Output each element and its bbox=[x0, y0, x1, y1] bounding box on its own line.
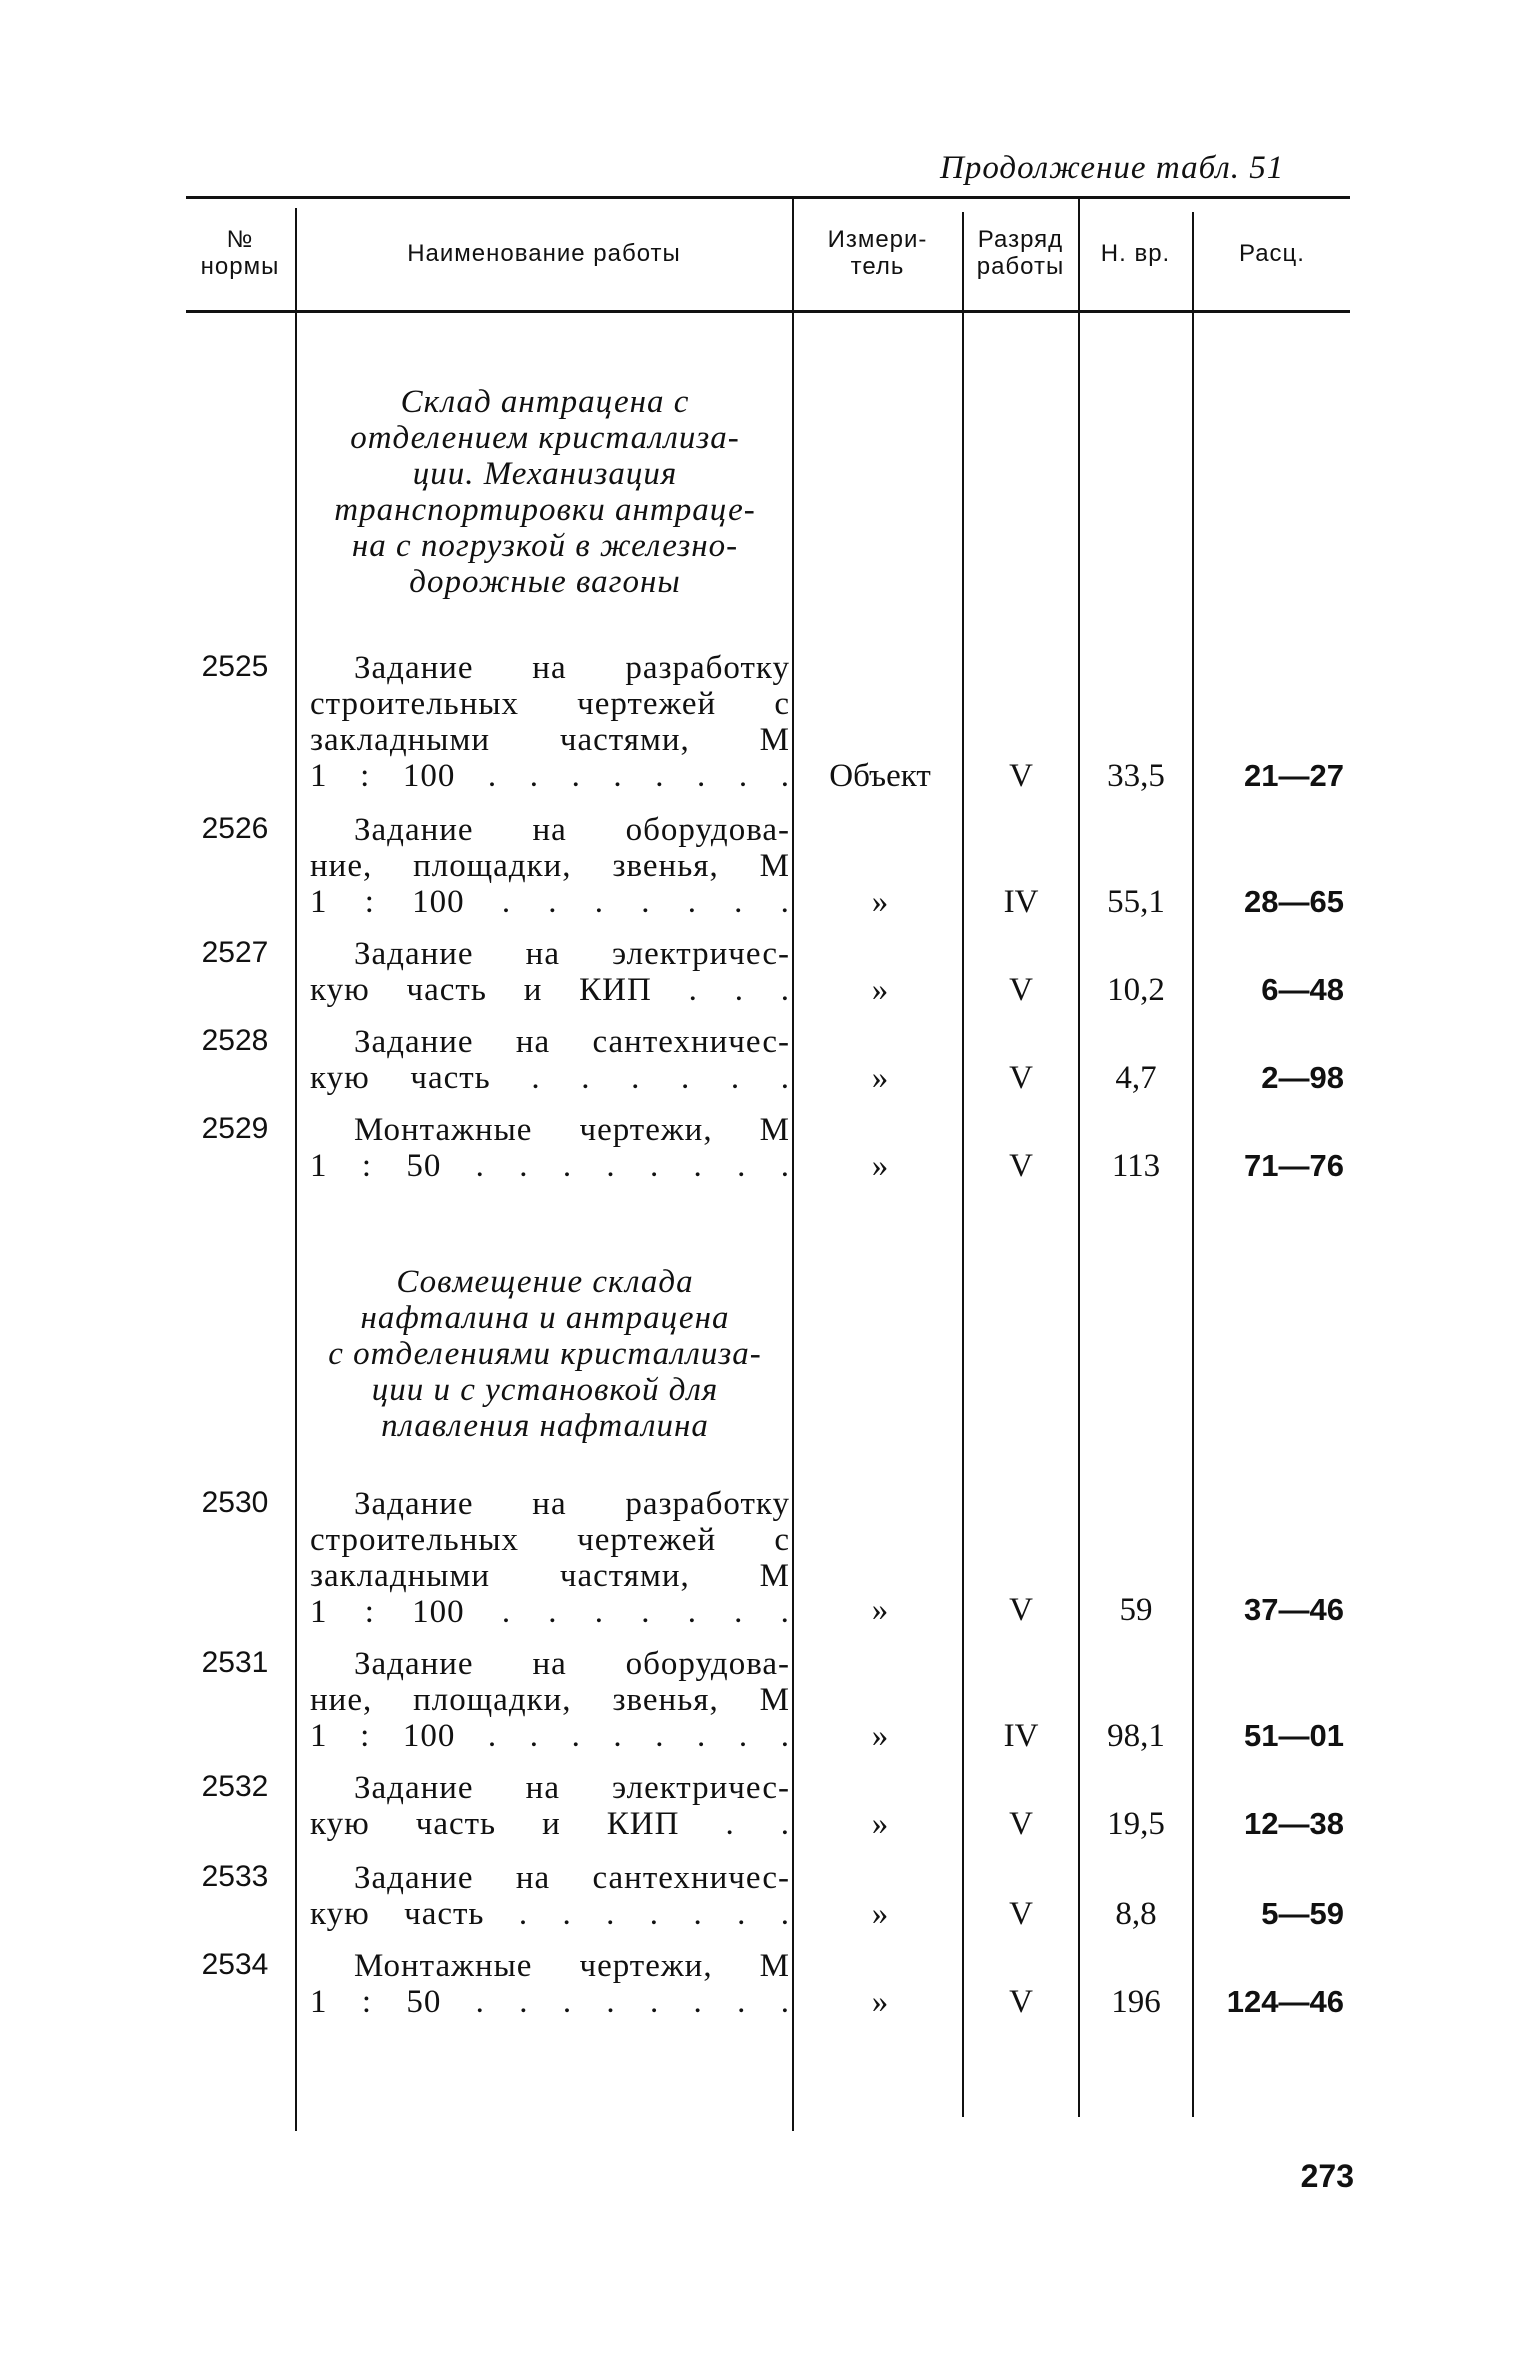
word: ние, bbox=[310, 1682, 373, 1718]
word: М bbox=[759, 722, 790, 758]
word: 100 bbox=[402, 1718, 456, 1754]
table-caption: Продолжение табл. 51 bbox=[940, 150, 1285, 186]
word: площадки, bbox=[413, 848, 572, 884]
work-name-line bbox=[310, 1806, 790, 1842]
work-name-line bbox=[310, 812, 790, 848]
grade-cell: IV bbox=[1003, 1718, 1039, 1754]
unit-cell: Объект bbox=[829, 758, 931, 794]
work-name-line bbox=[310, 1860, 790, 1896]
word: . bbox=[730, 1060, 741, 1096]
word: сантехничес- bbox=[592, 1024, 790, 1060]
section-title-line: ции. Механизация bbox=[412, 456, 678, 492]
unit-cell: » bbox=[871, 1060, 889, 1096]
work-name-text bbox=[310, 1718, 790, 1754]
word: . bbox=[780, 1148, 790, 1184]
section-title-line: ции и с установкой для bbox=[371, 1372, 719, 1408]
word: и bbox=[523, 972, 543, 1008]
hours-cell: 8,8 bbox=[1115, 1896, 1157, 1932]
work-name bbox=[310, 650, 790, 794]
word: оборудова- bbox=[625, 1646, 790, 1682]
section-title bbox=[300, 1264, 790, 1444]
rate-cell: 21—27 bbox=[1244, 758, 1344, 793]
word: : bbox=[361, 1148, 372, 1184]
word: . bbox=[737, 1984, 747, 2020]
work-name bbox=[310, 812, 790, 920]
work-name bbox=[310, 1024, 790, 1096]
grade-cell: V bbox=[1009, 1896, 1033, 1932]
word: . bbox=[519, 1984, 529, 2020]
word: . bbox=[475, 1148, 485, 1184]
work-name-line bbox=[310, 1024, 790, 1060]
column-divider bbox=[1192, 212, 1194, 2117]
norm-number: 2534 bbox=[201, 1948, 269, 1981]
word: . bbox=[655, 758, 665, 794]
word: 50 bbox=[406, 1148, 442, 1184]
section-title-line: дорожные вагоны bbox=[409, 564, 681, 600]
norm-number: 2532 bbox=[201, 1770, 269, 1803]
word: кую bbox=[310, 1896, 370, 1932]
word: . bbox=[562, 1148, 573, 1184]
work-name-line bbox=[310, 758, 790, 794]
word: разработку bbox=[625, 650, 790, 686]
work-name-text bbox=[310, 1558, 790, 1594]
word: . bbox=[780, 1984, 790, 2020]
word: на bbox=[532, 812, 567, 848]
word: 1 bbox=[310, 758, 328, 794]
word: . bbox=[780, 972, 790, 1008]
word: 100 bbox=[402, 758, 456, 794]
word: . bbox=[780, 1594, 790, 1630]
word: М bbox=[759, 1112, 790, 1148]
word: . bbox=[687, 1594, 697, 1630]
work-name-line bbox=[310, 884, 790, 920]
hours-cell: 4,7 bbox=[1115, 1060, 1157, 1096]
word: . bbox=[519, 1148, 529, 1184]
section-title-line: с отделениями кристаллиза- bbox=[328, 1336, 762, 1372]
hours-cell: 196 bbox=[1111, 1984, 1161, 2020]
word: 1 bbox=[310, 1148, 328, 1184]
work-name bbox=[310, 1112, 790, 1184]
header-grade: Разряд работы bbox=[976, 226, 1065, 280]
word: . bbox=[738, 1718, 749, 1754]
word: чертежи, bbox=[579, 1948, 713, 1984]
word: . bbox=[562, 1896, 572, 1932]
word: . bbox=[693, 1148, 703, 1184]
norm-number: 2528 bbox=[201, 1024, 269, 1057]
word: часть bbox=[410, 1060, 491, 1096]
work-name-text bbox=[310, 1682, 790, 1718]
word: кую bbox=[310, 1806, 370, 1842]
section-title-line: плавления нафталина bbox=[381, 1408, 709, 1444]
work-name-text bbox=[310, 1148, 790, 1184]
word: . bbox=[487, 758, 498, 794]
word: 1 bbox=[310, 884, 328, 920]
word: . bbox=[613, 1718, 623, 1754]
work-name-line bbox=[310, 936, 790, 972]
word: с bbox=[774, 686, 790, 722]
word: . bbox=[571, 1718, 581, 1754]
unit-cell: » bbox=[871, 1806, 889, 1842]
hours-cell: 113 bbox=[1111, 1148, 1161, 1184]
work-name-text bbox=[354, 936, 790, 972]
word: . bbox=[613, 758, 623, 794]
header-work-name: Наименование работы bbox=[407, 239, 681, 267]
work-name-line bbox=[310, 1148, 790, 1184]
work-name-text bbox=[310, 1806, 790, 1842]
work-name-line bbox=[310, 1486, 790, 1522]
work-name-text bbox=[310, 1594, 790, 1630]
word: . bbox=[734, 972, 744, 1008]
word: : bbox=[361, 1984, 372, 2020]
word: . bbox=[475, 1984, 485, 2020]
word: : bbox=[364, 1594, 375, 1630]
word: . bbox=[725, 1806, 735, 1842]
norm-number: 2529 bbox=[201, 1112, 269, 1145]
column-divider bbox=[295, 208, 297, 2131]
word: Монтажные bbox=[354, 1948, 533, 1984]
work-name bbox=[310, 1486, 790, 1630]
word: оборудова- bbox=[625, 812, 790, 848]
header-bottom-rule bbox=[186, 310, 1350, 313]
word: строительных bbox=[310, 1522, 520, 1558]
work-name-text bbox=[310, 686, 790, 722]
word: КИП bbox=[579, 972, 652, 1008]
work-name-text bbox=[354, 1948, 790, 1984]
word: чертежей bbox=[577, 1522, 717, 1558]
section-title-line: на с погрузкой в железно- bbox=[351, 528, 739, 564]
section-title-line: Склад антрацена с bbox=[400, 384, 690, 420]
work-name-line bbox=[310, 1060, 790, 1096]
rate-cell: 124—46 bbox=[1226, 1984, 1344, 2019]
word: . bbox=[606, 1896, 616, 1932]
word: и bbox=[542, 1806, 561, 1842]
work-name-line bbox=[310, 686, 790, 722]
word: Задание bbox=[354, 1024, 474, 1060]
word: на bbox=[532, 1486, 567, 1522]
word: . bbox=[780, 1060, 790, 1096]
work-name-text bbox=[354, 1024, 790, 1060]
word: КИП bbox=[606, 1806, 680, 1842]
work-name bbox=[310, 1770, 790, 1842]
word: . bbox=[649, 1148, 660, 1184]
rate-cell: 6—48 bbox=[1261, 972, 1344, 1007]
work-name-line bbox=[310, 1984, 790, 2020]
rate-cell: 51—01 bbox=[1244, 1718, 1344, 1753]
work-name-text bbox=[310, 722, 790, 758]
word: частями, bbox=[559, 722, 690, 758]
work-name-text bbox=[354, 1486, 790, 1522]
word: . bbox=[531, 1060, 541, 1096]
norm-number: 2531 bbox=[201, 1646, 269, 1679]
work-name-line bbox=[310, 1522, 790, 1558]
word: . bbox=[697, 1718, 707, 1754]
word: . bbox=[571, 758, 581, 794]
word: . bbox=[548, 1594, 558, 1630]
word: . bbox=[548, 884, 558, 920]
word: М bbox=[759, 848, 790, 884]
hours-cell: 33,5 bbox=[1107, 758, 1165, 794]
header-hours: Н. вр. bbox=[1100, 239, 1171, 267]
work-name-text bbox=[310, 1522, 790, 1558]
norm-number: 2527 bbox=[201, 936, 269, 969]
word: Задание bbox=[354, 650, 474, 686]
rate-cell: 71—76 bbox=[1244, 1148, 1344, 1183]
word: . bbox=[734, 1594, 744, 1630]
word: на bbox=[532, 1646, 567, 1682]
word: 100 bbox=[412, 1594, 465, 1630]
work-name bbox=[310, 1948, 790, 2020]
work-name-text bbox=[354, 812, 790, 848]
word: Монтажные bbox=[354, 1112, 533, 1148]
word: с bbox=[774, 1522, 790, 1558]
word: . bbox=[780, 1718, 790, 1754]
work-name-line bbox=[310, 722, 790, 758]
word: Задание bbox=[354, 1486, 474, 1522]
section-title bbox=[300, 384, 790, 600]
unit-cell: » bbox=[871, 1984, 889, 2020]
word: . bbox=[649, 1896, 660, 1932]
work-name-line bbox=[310, 848, 790, 884]
page-number: 273 bbox=[1300, 2158, 1354, 2194]
norm-number: 2533 bbox=[201, 1860, 269, 1893]
unit-cell: » bbox=[871, 972, 889, 1008]
word: электричес- bbox=[612, 1770, 790, 1806]
work-name-text bbox=[310, 758, 790, 794]
word: часть bbox=[404, 1896, 485, 1932]
unit-cell: » bbox=[871, 1896, 889, 1932]
word: . bbox=[697, 758, 707, 794]
word: . bbox=[655, 1718, 665, 1754]
word: . bbox=[780, 758, 790, 794]
word: . bbox=[594, 1594, 605, 1630]
word: на bbox=[525, 936, 560, 972]
section-title-line: нафталина и антрацена bbox=[360, 1300, 730, 1336]
word: М bbox=[759, 1558, 790, 1594]
grade-cell: V bbox=[1009, 1060, 1033, 1096]
hours-cell: 98,1 bbox=[1107, 1718, 1165, 1754]
column-divider bbox=[792, 198, 794, 2131]
word: 1 bbox=[310, 1718, 328, 1754]
grade-cell: V bbox=[1009, 1806, 1033, 1842]
word: . bbox=[529, 1718, 539, 1754]
work-name-line bbox=[310, 1948, 790, 1984]
word: . bbox=[737, 1896, 747, 1932]
word: . bbox=[687, 884, 697, 920]
word: : bbox=[360, 1718, 371, 1754]
unit-cell: » bbox=[871, 1718, 889, 1754]
work-name-text bbox=[354, 1770, 790, 1806]
word: . bbox=[780, 1806, 790, 1842]
word: разработку bbox=[625, 1486, 790, 1522]
word: . bbox=[693, 1896, 703, 1932]
word: . bbox=[562, 1984, 573, 2020]
norm-number: 2525 bbox=[201, 650, 269, 683]
work-name-line bbox=[310, 1718, 790, 1754]
section-title-line: отделением кристаллиза- bbox=[350, 420, 740, 456]
word: . bbox=[738, 758, 749, 794]
word: закладными bbox=[310, 1558, 490, 1594]
work-name-text bbox=[354, 1112, 790, 1148]
word: . bbox=[594, 884, 605, 920]
header-unit: Измери- тель bbox=[827, 226, 928, 280]
word: Задание bbox=[354, 1770, 474, 1806]
hours-cell: 19,5 bbox=[1107, 1806, 1165, 1842]
word: . bbox=[680, 1060, 691, 1096]
work-name bbox=[310, 1860, 790, 1932]
word: Задание bbox=[354, 812, 474, 848]
work-name-line bbox=[310, 650, 790, 686]
header-rate: Расц. bbox=[1239, 239, 1305, 267]
section-title-line: транспортировки антраце- bbox=[334, 492, 756, 528]
work-name bbox=[310, 936, 790, 1008]
rate-cell: 28—65 bbox=[1244, 884, 1344, 919]
work-name-text bbox=[354, 650, 790, 686]
word: . bbox=[631, 1060, 641, 1096]
work-name-text bbox=[310, 1060, 790, 1096]
rate-cell: 2—98 bbox=[1261, 1060, 1344, 1095]
section-title-line: Совмещение склада bbox=[396, 1264, 694, 1300]
norm-number: 2530 bbox=[201, 1486, 269, 1519]
word: . bbox=[641, 884, 651, 920]
hours-cell: 10,2 bbox=[1107, 972, 1165, 1008]
hours-cell: 55,1 bbox=[1107, 884, 1165, 920]
word: Задание bbox=[354, 1646, 474, 1682]
work-name-text bbox=[310, 848, 790, 884]
word: электричес- bbox=[612, 936, 790, 972]
word: . bbox=[606, 1148, 616, 1184]
grade-cell: V bbox=[1009, 1984, 1033, 2020]
word: часть bbox=[415, 1806, 497, 1842]
column-divider bbox=[1078, 198, 1080, 2117]
grade-cell: V bbox=[1009, 972, 1033, 1008]
rate-cell: 37—46 bbox=[1244, 1592, 1344, 1627]
work-name bbox=[310, 1646, 790, 1754]
word: сантехничес- bbox=[592, 1860, 790, 1896]
grade-cell: IV bbox=[1003, 884, 1039, 920]
word: : bbox=[360, 758, 371, 794]
word: чертежей bbox=[577, 686, 717, 722]
word: часть bbox=[406, 972, 487, 1008]
work-name-text bbox=[354, 1860, 790, 1896]
word: : bbox=[364, 884, 375, 920]
grade-cell: V bbox=[1009, 1148, 1033, 1184]
word: . bbox=[780, 884, 790, 920]
word: М bbox=[759, 1948, 790, 1984]
work-name-text bbox=[354, 1646, 790, 1682]
word: ние, bbox=[310, 848, 373, 884]
work-name-line bbox=[310, 1682, 790, 1718]
word: . bbox=[501, 1594, 512, 1630]
word: на bbox=[532, 650, 567, 686]
word: . bbox=[780, 1896, 790, 1932]
word: . bbox=[501, 884, 512, 920]
work-name-line bbox=[310, 1896, 790, 1932]
word: частями, bbox=[559, 1558, 690, 1594]
word: . bbox=[649, 1984, 660, 2020]
work-name-line bbox=[310, 1112, 790, 1148]
word: . bbox=[737, 1148, 747, 1184]
word: строительных bbox=[310, 686, 520, 722]
word: . bbox=[641, 1594, 651, 1630]
word: закладными bbox=[310, 722, 490, 758]
work-name-text bbox=[310, 1896, 790, 1932]
word: Задание bbox=[354, 936, 474, 972]
word: Задание bbox=[354, 1860, 474, 1896]
word: площадки, bbox=[413, 1682, 572, 1718]
work-name-line bbox=[310, 1646, 790, 1682]
rate-cell: 5—59 bbox=[1261, 1896, 1344, 1931]
work-name-text bbox=[310, 972, 790, 1008]
word: 50 bbox=[406, 1984, 442, 2020]
word: . bbox=[734, 884, 744, 920]
word: . bbox=[487, 1718, 498, 1754]
word: . bbox=[688, 972, 698, 1008]
work-name-text bbox=[310, 884, 790, 920]
work-name-line bbox=[310, 972, 790, 1008]
norm-number: 2526 bbox=[201, 812, 269, 845]
header-number: № нормы bbox=[200, 226, 280, 280]
word: 1 bbox=[310, 1594, 328, 1630]
hours-cell: 59 bbox=[1119, 1592, 1153, 1628]
word: звенья, bbox=[612, 848, 719, 884]
word: на bbox=[515, 1024, 551, 1060]
word: . bbox=[581, 1060, 591, 1096]
word: чертежи, bbox=[579, 1112, 713, 1148]
word: 100 bbox=[412, 884, 465, 920]
word: кую bbox=[310, 1060, 370, 1096]
word: на bbox=[525, 1770, 560, 1806]
word: кую bbox=[310, 972, 370, 1008]
work-name-line bbox=[310, 1558, 790, 1594]
unit-cell: » bbox=[871, 884, 889, 920]
rate-cell: 12—38 bbox=[1244, 1806, 1344, 1841]
word: на bbox=[515, 1860, 551, 1896]
grade-cell: V bbox=[1009, 758, 1033, 794]
work-name-line bbox=[310, 1770, 790, 1806]
work-name-line bbox=[310, 1594, 790, 1630]
word: звенья, bbox=[612, 1682, 719, 1718]
word: . bbox=[606, 1984, 616, 2020]
word: . bbox=[518, 1896, 529, 1932]
unit-cell: » bbox=[871, 1148, 889, 1184]
work-name-text bbox=[310, 1984, 790, 2020]
unit-cell: » bbox=[871, 1592, 889, 1628]
word: М bbox=[759, 1682, 790, 1718]
word: 1 bbox=[310, 1984, 328, 2020]
word: . bbox=[693, 1984, 703, 2020]
grade-cell: V bbox=[1009, 1592, 1033, 1628]
word: . bbox=[529, 758, 539, 794]
